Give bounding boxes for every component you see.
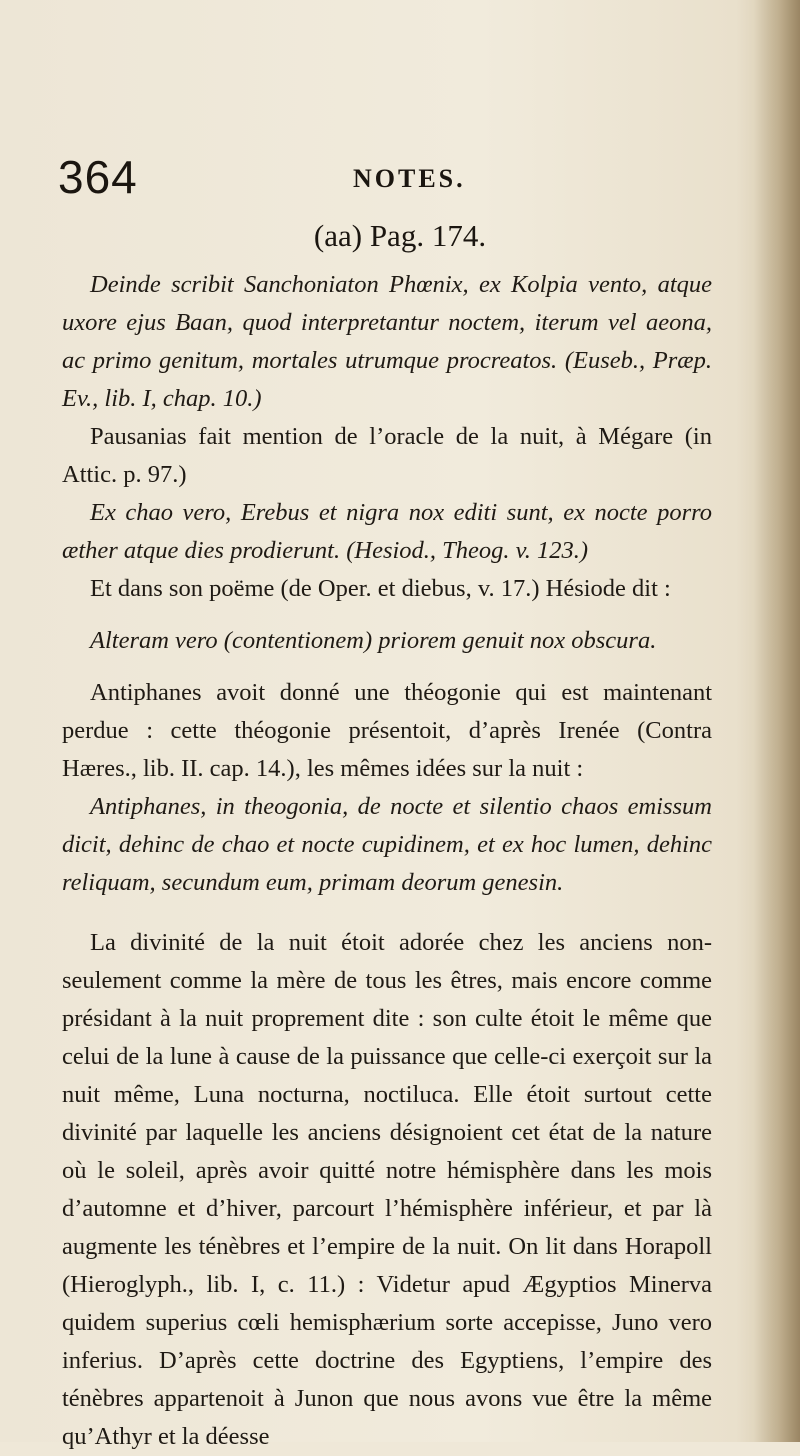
paragraph-alteram-quote: Alteram vero (contentionem) priorem genuit nox obscura. [90,627,657,654]
page-header [58,150,698,210]
paragraph-antiphanes: Antiphanes avoit donné une théogonie qui est maintenant perdue : cette théogonie présentoit, d’après Irenée (Contra Hæres., lib. II. cap. 14.), les mêmes idées sur la nuit : [62,679,712,782]
page-number: 364 [58,151,138,203]
paragraph-hesiod-theogony-quote: Ex chao vero, Erebus et nigra nox editi sunt, ex nocte porro æther atque dies prodierunt. (Hesiod., Theog. v. 123.) [62,499,712,564]
paragraph-antiphanes-quote: Antiphanes, in theogonia, de nocte et silentio chaos emissum dicit, dehinc de chao et nocte cupidinem, et ex hoc lumen, dehinc reliquam, secundum eum, primam deorum genesin. [62,793,712,896]
paragraph-sanchoniaton-quote: Deinde scribit Sanchoniaton Phœnix, ex Kolpia vento, atque uxore ejus Baan, quod interpretantur noctem, iterum vel aeona, ac primo genitum, mortales utrumque procreatos. (Euseb., Præp. Ev., lib. I, chap. 10.) [62,271,712,412]
paragraph-hesiod-works: Et dans son poëme (de Oper. et diebus, v. 17.) Hésiode dit : [90,575,671,602]
paragraph-divinite-nuit: La divinité de la nuit étoit adorée chez les anciens non-seulement comme la mère de tous les êtres, mais encore comme présidant à la nuit proprement dite : son culte étoit le même que celui de la lune à cause de la puissance que celle-ci exerçoit sur la nuit même, Luna nocturna, noctiluca. Elle étoit surtout cette divinité par laquelle les anciens désignoient cet état de la nature où le soleil, après avoir quitté notre hémisphère dans les mois d’automne et d’hiver, parcourt l’hémisphère inférieur, et par là augmente les ténèbres et l’empire de la nuit. On lit dans Horapoll (Hieroglyph., lib. I, c. 11.) : Videtur apud Ægyptios Minerva quidem superius cœli hemisphærium sorte accepisse, Juno vero inferius. D’après cette doctrine des Egyptiens, l’empire des ténèbres appartenoit à Junon que nous avons vue être la même qu’Athyr et la déesse [62,929,712,1450]
body-text [62,266,712,1456]
running-head: NOTES. [353,164,466,193]
page-edge-shadow [754,0,800,1442]
note-heading: (aa) Pag. 174. [313,218,487,253]
paragraph-pausanias: Pausanias fait mention de l’oracle de la nuit, à Mégare (in Attic. p. 97.) [62,423,712,488]
